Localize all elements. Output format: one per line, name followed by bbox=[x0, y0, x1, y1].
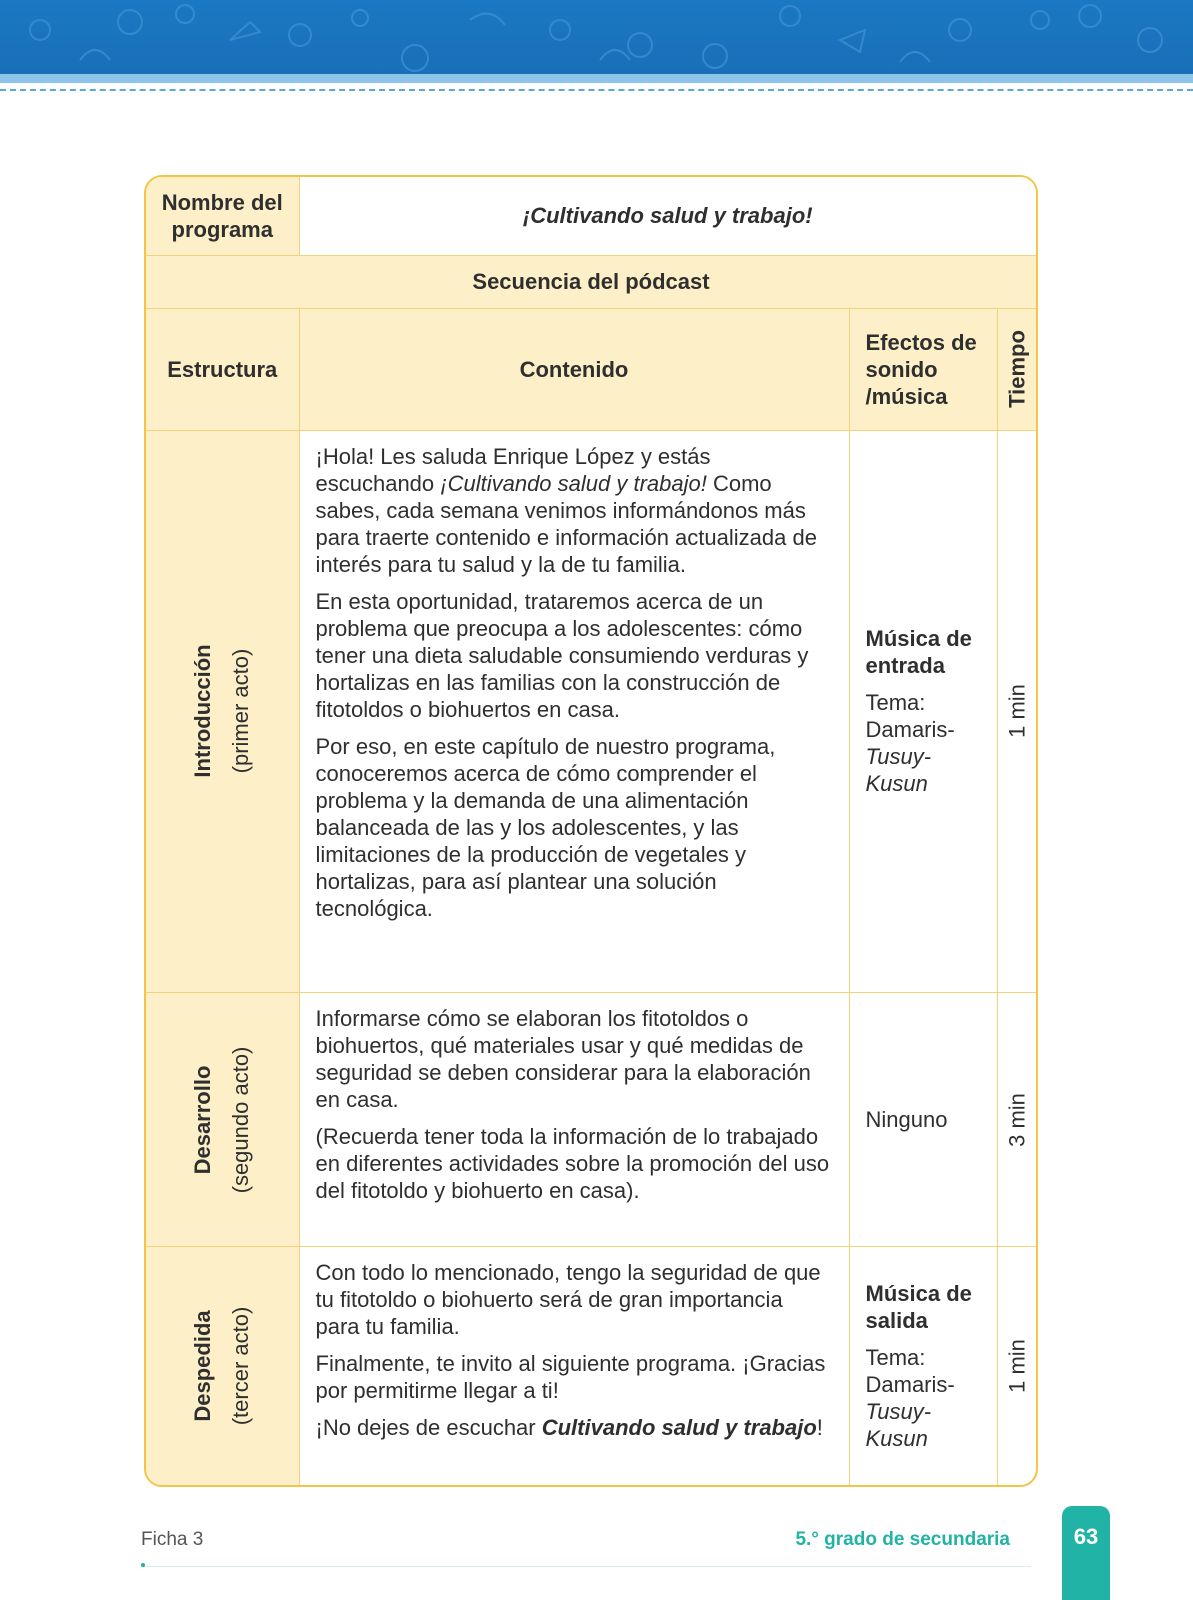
effects-theme: Tema: Damaris- bbox=[865, 1345, 955, 1398]
effects-cell bbox=[849, 993, 997, 1247]
content-cell bbox=[299, 1247, 849, 1485]
table-row bbox=[146, 1247, 1036, 1485]
time-cell bbox=[997, 430, 1036, 992]
podcast-table bbox=[144, 175, 1038, 1487]
effects-title: Música de salida bbox=[865, 1281, 972, 1334]
time-value: 1 min bbox=[1004, 684, 1030, 739]
time-cell bbox=[997, 1247, 1036, 1485]
page-number: 63 bbox=[1073, 1524, 1099, 1549]
time-cell bbox=[997, 993, 1036, 1247]
time-value: 1 min bbox=[1004, 1339, 1030, 1394]
structure-cell bbox=[146, 1247, 299, 1485]
decorative-doodles bbox=[0, 0, 1193, 74]
column-header-tiempo-cell bbox=[997, 308, 1036, 430]
structure-title: Despedida bbox=[190, 1310, 216, 1422]
content-paragraph: Finalmente, te invito al siguiente programa. ¡Gracias por permitirme llegar a ti! bbox=[315, 1351, 826, 1404]
structure-subtitle: (tercer acto) bbox=[228, 1306, 254, 1426]
column-header-contenido: Contenido bbox=[299, 308, 849, 430]
effects-theme-italic: Tusuy-Kusun bbox=[865, 744, 932, 797]
time-value: 3 min bbox=[1004, 1092, 1030, 1147]
header-banner bbox=[0, 0, 1193, 74]
effects-title: Música de entrada bbox=[865, 626, 972, 679]
structure-subtitle: (primer acto) bbox=[228, 649, 254, 774]
program-title: ¡Cultivando salud y trabajo! bbox=[299, 177, 1036, 255]
structure-title: Introducción bbox=[190, 644, 216, 778]
table-row bbox=[146, 430, 1036, 992]
column-header-efectos: Efectos de sonido /música bbox=[849, 308, 997, 430]
content-paragraph: Con todo lo mencionado, tengo la seguridad de que tu fitotoldo o biohuerto será de gran importancia para tu familia. bbox=[315, 1260, 821, 1340]
effects-cell bbox=[849, 430, 997, 992]
content-paragraph: ¡No dejes de escuchar Cultivando salud y trabajo! bbox=[315, 1415, 823, 1441]
banner-strip bbox=[0, 74, 1193, 83]
column-header-estructura: Estructura bbox=[146, 308, 299, 430]
sequence-header: Secuencia del pódcast bbox=[146, 255, 1036, 308]
structure-cell bbox=[146, 430, 299, 992]
structure-subtitle: (segundo acto) bbox=[228, 1046, 254, 1194]
page-number-tab bbox=[1062, 1506, 1110, 1600]
effects-none: Ninguno bbox=[865, 1107, 948, 1133]
content-paragraph: Informarse cómo se elaboran los fitotoldos o biohuertos, qué materiales usar y qué medidas de seguridad se deben considerar para la elaboración en casa. bbox=[315, 1006, 811, 1113]
content-paragraph: Por eso, en este capítulo de nuestro programa, conoceremos acerca de cómo comprender el problema y la demanda de una alimentación balanceada de las y los adolescentes, y las limitaciones de la producción de vegetales y hortalizas, para así plantear una solución tecnológica. bbox=[315, 733, 776, 921]
content-paragraph: ¡Hola! Les saluda Enrique López y estás escuchando ¡Cultivando salud y trabajo! Como sabes, cada semana venimos informándonos más para traerte contenido e información actualizada de interés para tu salud y la de tu familia. bbox=[315, 443, 817, 577]
content-paragraph: (Recuerda tener toda la información de lo trabajado en diferentes actividades sobre la promoción del uso del fitotoldo y biohuerto en casa). bbox=[315, 1124, 830, 1204]
effects-cell bbox=[849, 1247, 997, 1485]
content-cell bbox=[299, 993, 849, 1247]
effects-theme: Tema: Damaris- bbox=[865, 690, 955, 743]
content-cell bbox=[299, 430, 849, 992]
content-paragraph: En esta oportunidad, trataremos acerca de un problema que preocupa a los adolescentes: cómo tener una dieta saludable consumiendo verduras y hortalizas en las familias con la construcción de fitotoldos o biohuertos en casa. bbox=[315, 588, 809, 722]
effects-theme-italic: Tusuy-Kusun bbox=[865, 1399, 932, 1452]
footer-dot bbox=[141, 1563, 145, 1567]
footer-rule bbox=[141, 1566, 1031, 1567]
footer-sheet-label: Ficha 3 bbox=[141, 1529, 204, 1550]
structure-title: Desarrollo bbox=[190, 1065, 216, 1175]
program-name-label: Nombre del programa bbox=[146, 177, 299, 255]
footer-grade-label: 5.° grado de secundaria bbox=[795, 1529, 1010, 1550]
column-header-tiempo: Tiempo bbox=[1004, 330, 1030, 409]
structure-cell bbox=[146, 993, 299, 1247]
dashed-divider bbox=[0, 89, 1193, 91]
table-row bbox=[146, 993, 1036, 1247]
